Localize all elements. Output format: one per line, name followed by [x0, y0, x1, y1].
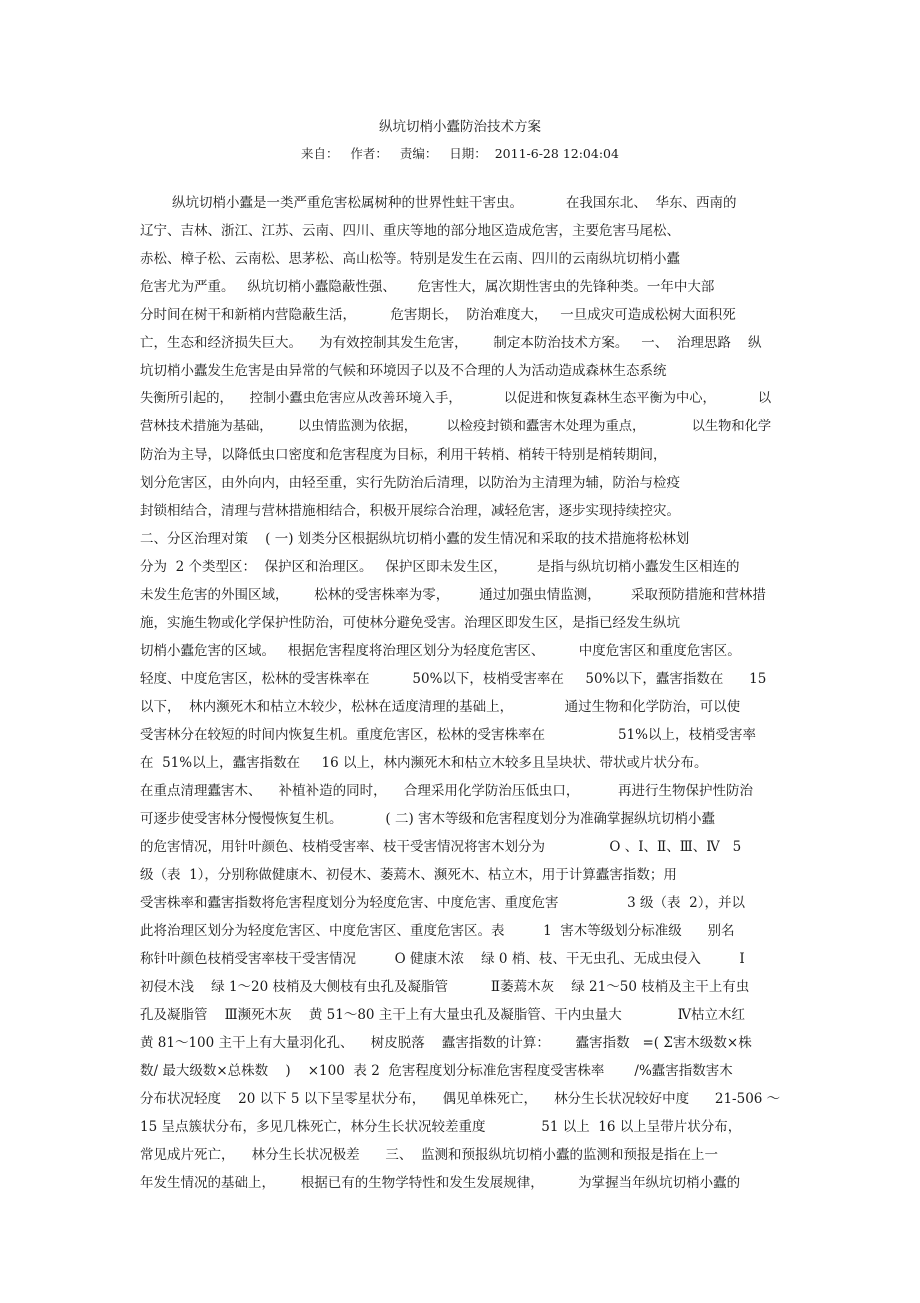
body-line: 切梢小蠹危害的区域。 根据危害程度将治理区划分为轻度危害区、 中度危害区和重度危害区。 — [140, 643, 741, 659]
body-line: 以下， 林内濒死木和枯立木较少，松林在适度清理的基础上， 通过生物和化学防治，可以使 — [140, 699, 741, 715]
body-line: 在 51%以上，蠹害指数在 16 以上，林内濒死木和枯立木较多且呈块状、带状或片状分布。 — [140, 755, 708, 771]
body-line: 亡，生态和经济损失巨大。 为有效控制其发生危害， 制定本防治技术方案。 一、 治理思路 纵 — [140, 335, 762, 351]
body-line: 的危害情况，用针叶颜色、枝梢受害率、枝干受害情况将害木划分为 O 、Ⅰ、Ⅱ、Ⅲ、Ⅳ 5 — [140, 839, 742, 855]
body-line: 封锁相结合，清理与营林措施相结合，积极开展综合治理，减轻危害，逐步实现持续控灾。 — [140, 503, 680, 519]
body-line: 在重点清理蠹害木、 补植补造的同时， 合理采用化学防治压低虫口， 再进行生物保护性防治 — [140, 783, 753, 799]
body-line: 施，实施生物或化学保护性防治，可使林分避免受害。治理区即发生区，是指已经发生纵坑 — [140, 615, 680, 631]
body-line: 此将治理区划分为轻度危害区、中度危害区、重度危害区。表 1 害木等级划分标准级 别名 — [140, 923, 735, 939]
body-line: 初侵木浅 绿 1～20 枝梢及大侧枝有虫孔及凝脂管 Ⅱ萎蔫木灰 绿 21～50 枝梢及主干上有虫 — [140, 979, 750, 995]
body-line: 常见成片死亡， 林分生长状况极差 三、 监测和预报纵坑切梢小蠹的监测和预报是指在上一 — [140, 1147, 718, 1163]
body-line: 受害林分在较短的时间内恢复生机。重度危害区，松林的受害株率在 51%以上，枝梢受害率 — [140, 727, 756, 743]
body-line: 可逐步使受害林分慢慢恢复生机。 ( 二) 害木等级和危害程度划分为准确掌握纵坑切梢小蠹 — [140, 811, 716, 827]
body-line: 轻度、中度危害区，松林的受害株率在 50%以下，枝梢受害率在 50%以下，蠹害指数在 15 — [140, 671, 767, 687]
body-line: 失衡所引起的， 控制小蠹虫危害应从改善环境入手， 以促进和恢复森林生态平衡为中心， 以 — [140, 391, 772, 406]
body-line: 数/ 最大级数×总株数 ) ×100 表 2 危害程度划分标准危害程度受害株率 /%蠹害指数害木 — [140, 1063, 733, 1079]
body-line: 危害尤为严重。 纵坑切梢小蠹隐蔽性强、 危害性大，属次期性害虫的先锋种类。一年中大部 — [140, 279, 715, 295]
body-line: 赤松、樟子松、云南松、思茅松、高山松等。特别是发生在云南、四川的云南纵坑切梢小蠹 — [140, 251, 680, 267]
body-line: 划分危害区，由外向内，由轻至重，实行先防治后清理，以防治为主清理为辅，防治与检疫 — [140, 475, 680, 491]
body-line: 年发生情况的基础上， 根据已有的生物学特性和发生发展规律， 为掌握当年纵坑切梢小蠹的 — [140, 1175, 741, 1191]
body-line: 黄 81～100 主干上有大量羽化孔、 树皮脱落 蠹害指数的计算： 蠹害指数 =( Σ害木级数×株 — [140, 1035, 752, 1051]
body-line: 孔及凝脂管 Ⅲ濒死木灰 黄 51～80 主干上有大量虫孔及凝脂管、干内虫量大 Ⅳ枯立木红 — [140, 1007, 746, 1023]
body-line: 受害株率和蠹害指数将危害程度划分为轻度危害、中度危害、重度危害 3 级（表 2），并以 — [140, 895, 745, 911]
body-line: 营林技术措施为基础， 以虫情监测为依据， 以检疫封锁和蠹害木处理为重点， 以生物和化学 — [140, 419, 772, 434]
body-line: 分时间在树干和新梢内营隐蔽生活， 危害期长， 防治难度大， 一旦成灾可造成松树大面积死 — [140, 307, 736, 323]
body-line: 未发生危害的外围区域， 松林的受害株率为零， 通过加强虫情监测， 采取预防措施和营林措 — [140, 587, 766, 603]
body-line: 分为 2 个类型区： 保护区和治理区。 保护区即未发生区， 是指与纵坑切梢小蠹发生区相连的 — [140, 559, 740, 575]
document-title: 纵坑切梢小蠹防治技术方案 — [379, 119, 541, 135]
body-line: 15 呈点簇状分布，多见几株死亡，林分生长状况较差重度 51 以上 16 以上呈带片状分布， — [140, 1119, 742, 1135]
body-line: 坑切梢小蠹发生危害是由异常的气候和环境因子以及不合理的人为活动造成森林生态系统 — [140, 363, 667, 379]
body-line: 分布状况轻度 20 以下 5 以下呈零星状分布， 偶见单株死亡， 林分生长状况较好中度 21-506 ～ — [140, 1091, 780, 1107]
body-line: 称针叶颜色枝梢受害率枝干受害情况 O 健康木浓 绿 0 梢、枝、干无虫孔、无成虫侵入 Ⅰ — [140, 951, 745, 967]
body-line: 级（表 1），分别称做健康木、初侵木、萎蔫木、濒死木、枯立木，用于计算蠹害指数；用 — [140, 867, 677, 883]
document-meta: 来自： 作者： 责编： 日期： 2011-6-28 12:04:04 — [301, 146, 619, 161]
body-line: 纵坑切梢小蠹是一类严重危害松属树种的世界性蛀干害虫。 在我国东北、 华东、西南的 — [172, 195, 737, 211]
body-line: 防治为主导，以降低虫口密度和危害程度为目标，利用干转梢、梢转干特别是梢转期间， — [140, 447, 667, 463]
body-line: 二、分区治理对策 ( 一) 划类分区根据纵坑切梢小蠹的发生情况和采取的技术措施将松林划 — [140, 531, 690, 547]
body-line: 辽宁、吉林、浙江、江苏、云南、四川、重庆等地的部分地区造成危害，主要危害马尾松、 — [140, 223, 680, 239]
